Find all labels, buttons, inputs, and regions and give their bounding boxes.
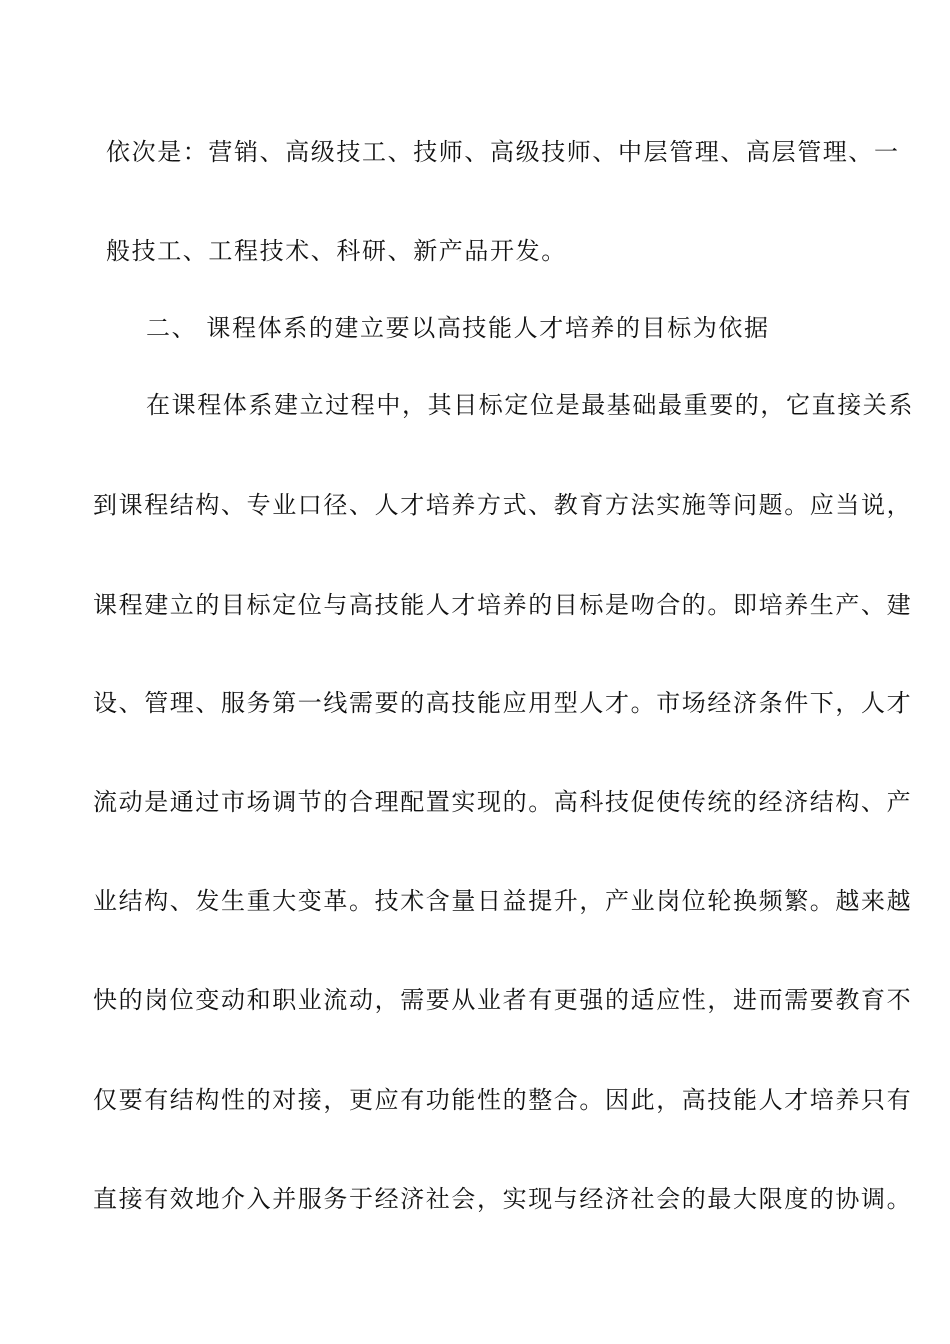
text-line: 流动是通过市场调节的合理配置实现的。高科技促使传统的经济结构、产: [93, 788, 913, 816]
text-line: 设、管理、服务第一线需要的高技能应用型人才。市场经济条件下，人才: [93, 689, 913, 717]
paragraph-first-line: 在课程体系建立过程中，其目标定位是最基础最重要的，它直接关系: [146, 391, 914, 419]
text-line: 快的岗位变动和职业流动，需要从业者有更强的适应性，进而需要教育不: [93, 986, 913, 1014]
text-line: 业结构、发生重大变革。技术含量日益提升，产业岗位轮换频繁。越来越: [93, 887, 913, 915]
text-line: 仅要有结构性的对接，更应有功能性的整合。因此，高技能人才培养只有: [93, 1086, 913, 1114]
text-line: 直接有效地介入并服务于经济社会，实现与经济社会的最大限度的协调。: [93, 1185, 913, 1213]
text-line: 到课程结构、专业口径、人才培养方式、教育方法实施等问题。应当说，: [93, 491, 913, 519]
text-line: 依次是：营销、高级技工、技师、高级技师、中层管理、高层管理、一: [106, 138, 900, 166]
section-heading: 二、 课程体系的建立要以高技能人才培养的目标为依据: [146, 314, 770, 342]
text-line: 课程建立的目标定位与高技能人才培养的目标是吻合的。即培养生产、建: [93, 591, 913, 619]
text-line: 般技工、工程技术、科研、新产品开发。: [106, 237, 567, 265]
